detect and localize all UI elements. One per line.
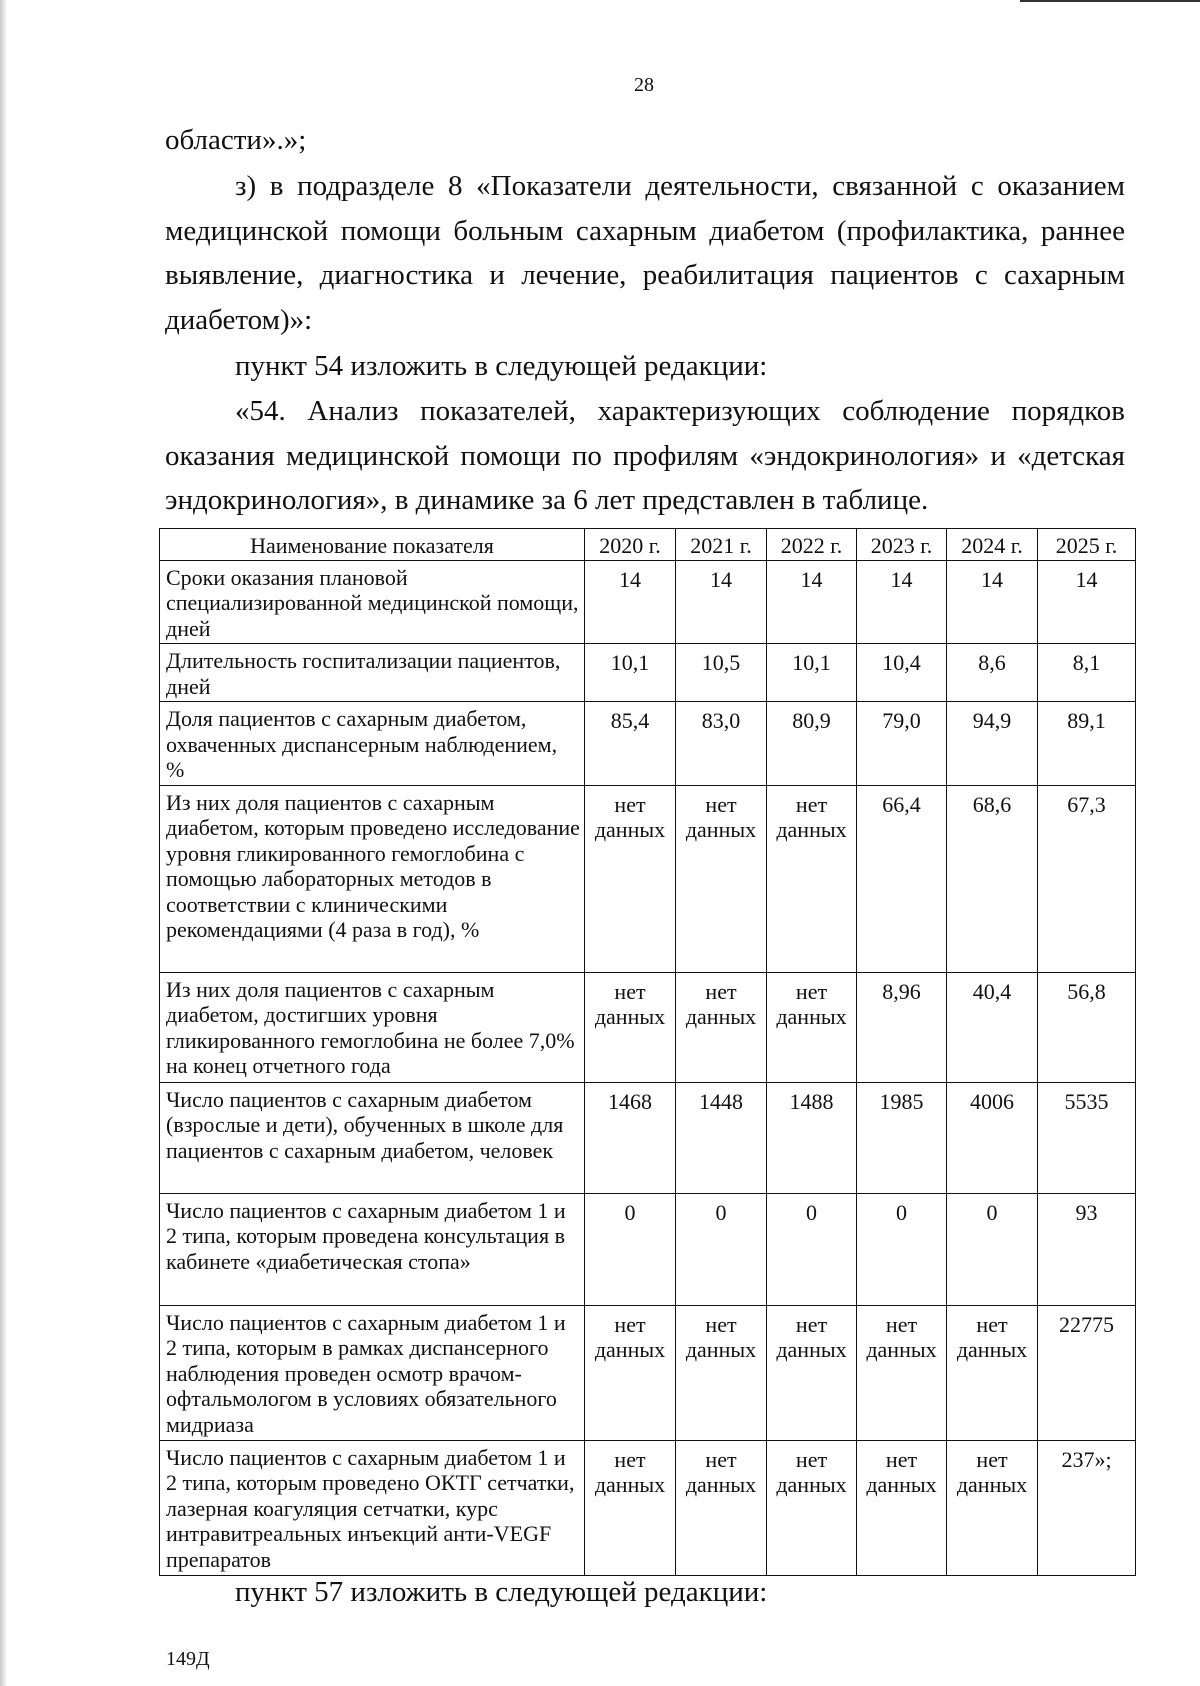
indicator-value: 22775 <box>1038 1305 1136 1440</box>
indicator-value: 89,1 <box>1038 702 1136 786</box>
indicator-value: 14 <box>767 560 857 644</box>
indicator-value: 14 <box>857 560 947 644</box>
indicator-value: нет данных <box>676 972 767 1082</box>
paragraph-item-57: пункт 57 изложить в следующей редакции: <box>235 1576 768 1608</box>
header-year: 2025 г. <box>1038 529 1136 561</box>
header-year: 2021 г. <box>676 529 767 561</box>
table-row <box>160 1082 1136 1193</box>
indicator-value: 80,9 <box>767 702 857 786</box>
indicator-value: нет данных <box>767 785 857 972</box>
indicator-name: Число пациентов с сахарным диабетом 1 и 2 типа, которым проведена консультация в кабинете «диабетическая стопа» <box>160 1193 585 1305</box>
document-code: 149Д <box>166 1648 210 1670</box>
indicator-value: 4006 <box>947 1082 1038 1193</box>
indicator-value: 0 <box>585 1193 676 1305</box>
indicator-value: нет данных <box>676 1305 767 1440</box>
indicator-value: 67,3 <box>1038 785 1136 972</box>
indicator-value: 10,1 <box>767 644 857 702</box>
indicator-value: 1488 <box>767 1082 857 1193</box>
indicator-value: нет данных <box>767 1440 857 1575</box>
indicator-value: нет данных <box>947 1440 1038 1575</box>
scan-top-line <box>1020 0 1200 2</box>
indicator-value: нет данных <box>585 972 676 1082</box>
indicator-value: 93 <box>1038 1193 1136 1305</box>
indicator-value: 0 <box>947 1193 1038 1305</box>
indicator-name: Длительность госпитализации пациентов, дней <box>160 644 585 702</box>
table-row <box>160 1193 1136 1305</box>
indicator-value: 10,1 <box>585 644 676 702</box>
table-row <box>160 1305 1136 1440</box>
indicator-value: 8,1 <box>1038 644 1136 702</box>
indicator-value: 83,0 <box>676 702 767 786</box>
table-row <box>160 785 1136 972</box>
table-row <box>160 702 1136 786</box>
indicator-value: нет данных <box>767 972 857 1082</box>
indicator-value: нет данных <box>585 785 676 972</box>
indicator-value: 40,4 <box>947 972 1038 1082</box>
indicator-value: нет данных <box>585 1305 676 1440</box>
indicator-value: 0 <box>676 1193 767 1305</box>
indicator-value: 14 <box>585 560 676 644</box>
indicator-value: 14 <box>676 560 767 644</box>
indicator-value: 79,0 <box>857 702 947 786</box>
table-header-row <box>160 529 1136 561</box>
indicator-value: 1448 <box>676 1082 767 1193</box>
indicator-value: 237»; <box>1038 1440 1136 1575</box>
indicator-value: 10,4 <box>857 644 947 702</box>
indicator-name: Доля пациентов с сахарным диабетом, охваченных диспансерным наблюдением, % <box>160 702 585 786</box>
page-number: 28 <box>634 74 654 96</box>
indicator-value: 1985 <box>857 1082 947 1193</box>
paragraph-item-54: пункт 54 изложить в следующей редакции: <box>235 350 768 382</box>
table-row <box>160 560 1136 644</box>
indicator-name: Сроки оказания плановой специализированной медицинской помощи, дней <box>160 560 585 644</box>
table-row <box>160 644 1136 702</box>
indicator-value: 8,6 <box>947 644 1038 702</box>
indicator-value: 85,4 <box>585 702 676 786</box>
indicator-value: нет данных <box>947 1305 1038 1440</box>
paragraph-continuation: области».»; <box>165 124 307 156</box>
indicator-value: 94,9 <box>947 702 1038 786</box>
indicator-value: 14 <box>1038 560 1136 644</box>
indicator-value: 68,6 <box>947 785 1038 972</box>
indicator-value: 14 <box>947 560 1038 644</box>
indicator-name: Число пациентов с сахарным диабетом 1 и 2 типа, которым в рамках диспансерного наблюдения проведен осмотр врачом-офтальмологом в условиях обязательного мидриаза <box>160 1305 585 1440</box>
header-year: 2024 г. <box>947 529 1038 561</box>
indicator-name: Из них доля пациентов с сахарным диабетом, которым проведено исследование уровня гликированного гемоглобина с помощью лабораторных методов в соответствии с клиническими рекомендациями (4 раза в год), % <box>160 785 585 972</box>
indicator-name: Число пациентов с сахарным диабетом 1 и 2 типа, которым проведено ОКТГ сетчатки, лазерная коагуляция сетчатки, курс интравитреальных инъекций анти-VEGF препаратов <box>160 1440 585 1575</box>
indicator-value: нет данных <box>767 1305 857 1440</box>
indicator-value: 1468 <box>585 1082 676 1193</box>
table-row <box>160 972 1136 1082</box>
indicator-value: 0 <box>857 1193 947 1305</box>
indicator-value: 10,5 <box>676 644 767 702</box>
indicator-name: Число пациентов с сахарным диабетом (взрослые и дети), обученных в школе для пациентов с сахарным диабетом, человек <box>160 1082 585 1193</box>
scan-edge-shadow <box>0 0 6 1686</box>
indicator-value: 5535 <box>1038 1082 1136 1193</box>
header-year: 2023 г. <box>857 529 947 561</box>
header-year: 2020 г. <box>585 529 676 561</box>
paragraph-item-z: з) в подразделе 8 «Показатели деятельности, связанной с оказанием медицинской помощи больным сахарным диабетом (профилактика, раннее выявление, диагностика и лечение, реабилитация пациентов с сахарным диабетом)»: <box>165 170 1125 336</box>
indicator-value: 66,4 <box>857 785 947 972</box>
indicator-value: нет данных <box>676 785 767 972</box>
indicator-value: нет данных <box>676 1440 767 1575</box>
indicator-value: 0 <box>767 1193 857 1305</box>
indicator-value: 8,96 <box>857 972 947 1082</box>
indicator-name: Из них доля пациентов с сахарным диабетом, достигших уровня гликированного гемоглобина не более 7,0% на конец отчетного года <box>160 972 585 1082</box>
table-row <box>160 1440 1136 1575</box>
indicators-table <box>159 528 1136 1576</box>
indicator-value: нет данных <box>857 1440 947 1575</box>
header-year: 2022 г. <box>767 529 857 561</box>
header-indicator-name: Наименование показателя <box>160 529 585 561</box>
indicator-value: 56,8 <box>1038 972 1136 1082</box>
indicator-value: нет данных <box>857 1305 947 1440</box>
paragraph-quote-54: «54. Анализ показателей, характеризующих соблюдение порядков оказания медицинской помощи по профилям «эндокринология» и «детская эндокринология», в динамике за 6 лет представлен в таблице. <box>165 395 1125 516</box>
indicator-value: нет данных <box>585 1440 676 1575</box>
